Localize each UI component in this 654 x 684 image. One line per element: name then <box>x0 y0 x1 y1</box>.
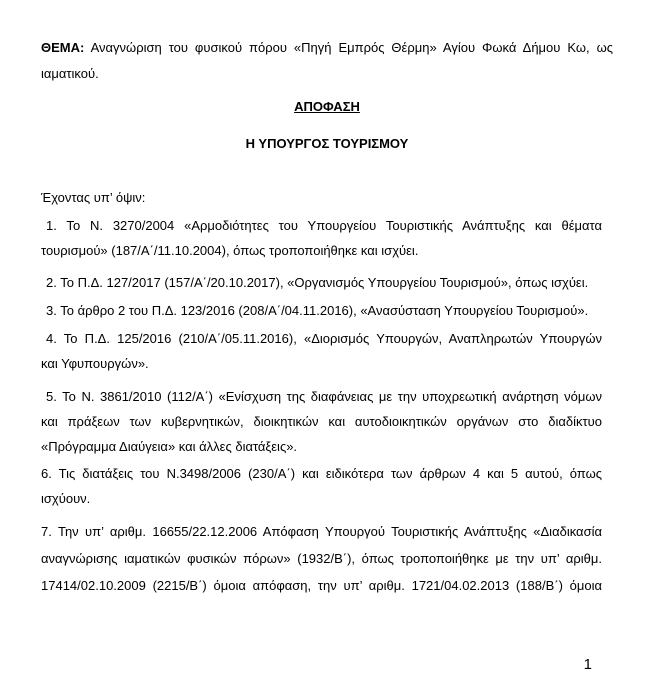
item-4-line-1: 4. Το Π.Δ. 125/2016 (210/Α΄/05.11.2016), «Διορισμός Υπουργών, Αναπληρωτών Υπουργών <box>46 331 602 346</box>
item-1-line-2: τουρισμού» (187/Α΄/11.10.2004), όπως τροποποιήθηκε και ισχύει. <box>41 243 419 258</box>
item-6-line-1: 6. Τις διατάξεις του Ν.3498/2006 (230/Α΄) και ειδικότερα των άρθρων 4 και 5 αυτού, όπως <box>41 466 602 481</box>
subject-line-2: ιαματικού. <box>41 66 99 81</box>
item-7-line-3: 17414/02.10.2009 (2215/Β΄) όμοια απόφαση, την υπ’ αριθμ. 1721/04.02.2013 (188/Β΄) όμοια <box>41 578 602 593</box>
subject-text-1: Αναγνώριση του φυσικού πόρου «Πηγή Εμπρός Θέρμη» Αγίου Φωκά Δήμου Κω, ως <box>90 40 613 55</box>
item-5-line-3: «Πρόγραμμα Διαύγεια» και άλλες διατάξεις». <box>41 439 298 454</box>
item-5-line-1: 5. Το Ν. 3861/2010 (112/Α΄) «Ενίσχυση της διαφάνειας με την υποχρεωτική ανάρτηση νόμων <box>46 389 602 404</box>
page-number: 1 <box>583 656 592 673</box>
item-4-line-2: και Υφυπουργών». <box>41 356 149 371</box>
subject-line-1 <box>41 40 613 56</box>
item-5-line-2: και πράξεων των κυβερνητικών, διοικητικών και αυτοδιοικητικών οργάνων στο διαδίκτυο <box>41 414 602 429</box>
item-2-line-1: 2. Το Π.Δ. 127/2017 (157/Α΄/20.10.2017), «Οργανισμός Υπουργείου Τουρισμού», όπως ισχύει. <box>46 275 589 290</box>
item-7-line-1: 7. Την υπ’ αριθμ. 16655/22.12.2006 Απόφαση Υπουργού Τουριστικής Ανάπτυξης «Διαδικασία <box>41 524 602 539</box>
item-3-line-1: 3. Το άρθρο 2 του Π.Δ. 123/2016 (208/Α΄/04.11.2016), «Ανασύσταση Υπουργείου Τουρισμού». <box>46 303 589 318</box>
subject-label: ΘΕΜΑ: <box>41 40 85 55</box>
item-7-line-2: αναγνώρισης ιαματικών φυσικών πόρων» (1932/Β΄), όπως τροποποιήθηκε με την υπ’ αριθμ. <box>41 551 602 566</box>
decision-title: ΑΠΟΦΑΣΗ <box>294 99 360 114</box>
item-1-line-1: 1. Το Ν. 3270/2004 «Αρμοδιότητες του Υπουργείου Τουριστικής Ανάπτυξης και θέματα <box>46 218 602 233</box>
item-6-line-2: ισχύουν. <box>41 491 91 506</box>
considering-heading: Έχοντας υπ’ όψιν: <box>41 190 146 205</box>
minister-title: Η ΥΠΟΥΡΓΟΣ ΤΟΥΡΙΣΜΟΥ <box>245 136 409 151</box>
